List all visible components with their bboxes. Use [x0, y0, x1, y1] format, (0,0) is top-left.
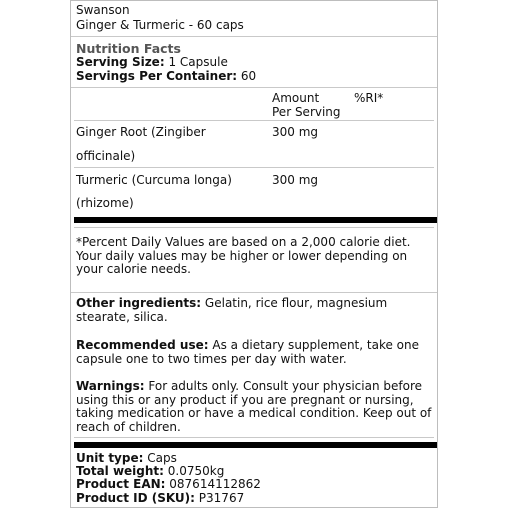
- recommended-use: [76, 339, 434, 366]
- daily-values-footnote: *Percent Daily Values are based on a 2,000 calorie diet. Your daily values may be higher or lower depending on your calorie needs.: [76, 235, 411, 277]
- amount-header-line2: Per Serving: [272, 105, 341, 119]
- ingredient-row-1-name-line2: officinale): [76, 149, 136, 163]
- unit-type-label: Unit type:: [76, 451, 144, 465]
- ingredient-row-2-name-line1: Turmeric (Curcuma longa): [76, 173, 232, 187]
- product-name: Ginger & Turmeric - 60 caps: [76, 18, 244, 32]
- table-bottom-thin-rule: [74, 227, 434, 228]
- footnote-divider: [71, 292, 437, 293]
- ingredient-row-2-amount: 300 mg: [272, 173, 319, 187]
- table-header-divider: [74, 120, 434, 121]
- recommended-use-label: Recommended use:: [76, 338, 209, 352]
- ingredient-row-2-name-line2: (rhizome): [76, 196, 134, 210]
- warnings: [76, 380, 434, 434]
- other-ingredients-label: Other ingredients:: [76, 296, 202, 310]
- warnings-text: For adults only. Consult your physician before using this or any product if you are pregnant or nursing, taking medication or have a medical condition. Keep out of reach of children.: [76, 379, 432, 434]
- facts-divider: [71, 87, 437, 88]
- servings-per-container: [76, 70, 256, 83]
- recommended-use-text: As a dietary supplement, take one capsule one to two times per day with water.: [76, 338, 419, 366]
- serving-size-value: 1 Capsule: [168, 55, 228, 69]
- table-row-divider: [74, 167, 434, 168]
- warnings-label: Warnings:: [76, 379, 145, 393]
- serving-size: [76, 56, 228, 69]
- nutrition-facts-title: Nutrition Facts: [76, 41, 181, 56]
- sku-label: Product ID (SKU):: [76, 491, 195, 505]
- nutrition-label-panel: [70, 0, 438, 508]
- other-ingredients: [76, 297, 434, 324]
- serving-size-label: Serving Size:: [76, 55, 165, 69]
- product-info-thick-rule: [74, 442, 437, 448]
- total-weight-value: 0.0750kg: [167, 464, 225, 478]
- servings-label: Servings Per Container:: [76, 69, 238, 83]
- ri-header: %RI*: [354, 91, 384, 105]
- sku-value: P31767: [198, 491, 245, 505]
- table-bottom-thick-rule: [74, 217, 437, 223]
- ean-label: Product EAN:: [76, 477, 166, 491]
- amount-header-line1: Amount: [272, 91, 320, 105]
- other-ingredients-text: Gelatin, rice flour, magnesium stearate, silica.: [76, 296, 388, 324]
- header-divider: [71, 36, 437, 37]
- product-sku: [76, 492, 244, 505]
- unit-type-value: Caps: [147, 451, 177, 465]
- warnings-divider: [74, 437, 434, 438]
- servings-value: 60: [240, 69, 257, 83]
- brand-name: Swanson: [76, 3, 130, 17]
- ingredient-row-1-name-line1: Ginger Root (Zingiber: [76, 125, 206, 139]
- ingredient-row-1-amount: 300 mg: [272, 125, 319, 139]
- total-weight-label: Total weight:: [76, 464, 164, 478]
- ean-value: 087614112862: [169, 477, 261, 491]
- product-ean: [76, 478, 261, 491]
